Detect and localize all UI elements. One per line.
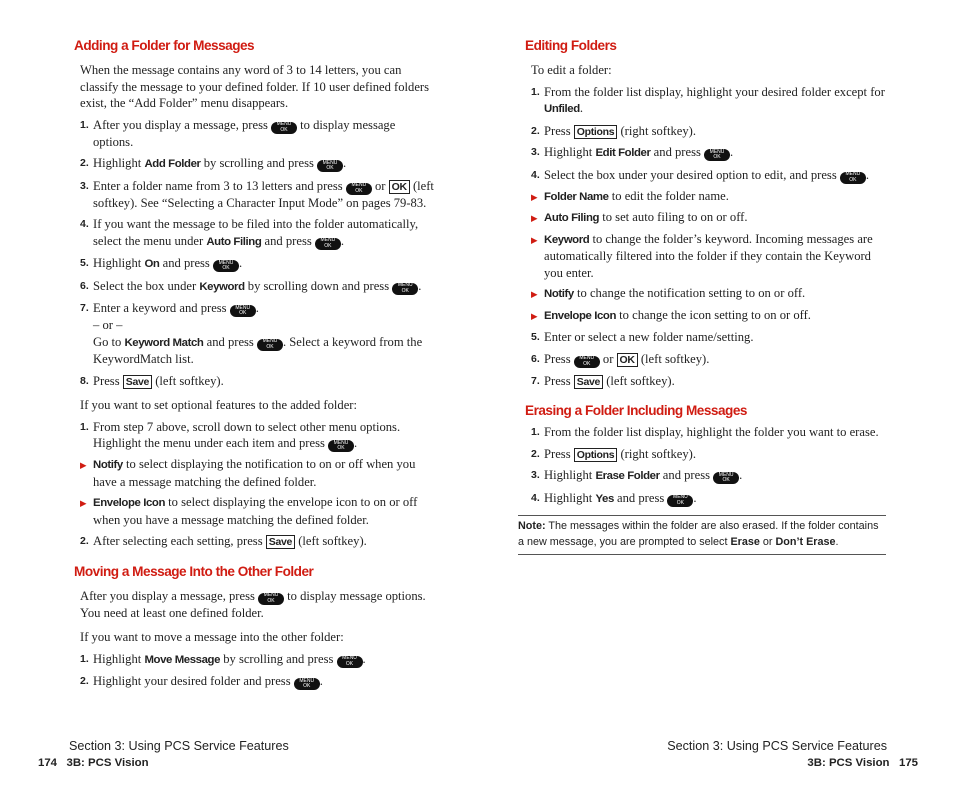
step-item: 1. After you display a message, press MENU OK to display message options. bbox=[80, 117, 396, 149]
step-item: 2. Press Options (right softkey). bbox=[531, 123, 697, 138]
menu-ok-key-icon: MENU OK bbox=[294, 678, 320, 690]
paragraph: After you display a message, press MENU OK to display message options. You need at least one defined folder. bbox=[80, 588, 426, 620]
options-softkey-label: Options bbox=[574, 125, 618, 139]
triangle-bullet-icon: ▶ bbox=[531, 310, 538, 321]
menu-ok-key-icon: MENU OK bbox=[315, 238, 341, 250]
step-item: 2. Highlight your desired folder and press MENU OK . bbox=[80, 674, 323, 689]
menu-ok-key-icon: MENU OK bbox=[574, 356, 600, 368]
footer-section-right: Section 3: Using PCS Service Features bbox=[667, 739, 887, 753]
triangle-bullet-icon: ▶ bbox=[531, 234, 538, 245]
menu-ok-key-icon: MENU OK bbox=[667, 495, 693, 507]
step-item: 1. Highlight Move Message by scrolling and press MENU OK . bbox=[80, 651, 366, 667]
step-item: 2. After selecting each setting, press Save (left softkey). bbox=[80, 534, 367, 548]
step-item: 1. From the folder list display, highlight the folder you want to erase. bbox=[531, 425, 879, 439]
menu-ok-key-icon: MENU OK bbox=[704, 149, 730, 161]
step-item: 7. Press Save (left softkey). bbox=[531, 373, 675, 388]
heading-editing-folders: Editing Folders bbox=[525, 38, 617, 53]
step-item: 8. Press Save (left softkey). bbox=[80, 373, 224, 388]
paragraph: When the message contains any word of 3 to 14 letters, you can classify the message to your defined folder. If 10 user defined folders exist, the “Add Folder” menu disappears. bbox=[80, 63, 430, 110]
menu-ok-key-icon: MENU OK bbox=[317, 160, 343, 172]
triangle-bullet-icon: ▶ bbox=[531, 213, 538, 223]
step-item: 5. Highlight On and press MENU OK . bbox=[80, 256, 243, 271]
bullet-item: ▶ Envelope Icon to select displaying the envelope icon to on or off when you have a message matching the defined folder. bbox=[80, 495, 418, 527]
bullet-item: ▶ Keyword to change the folder’s keyword. Incoming messages are automatically filtered into the folder if they contain the Keyword you enter. bbox=[531, 231, 873, 280]
heading-moving-message: Moving a Message Into the Other Folder bbox=[74, 563, 314, 579]
step-item: 3. Highlight Erase Folder and press MENU OK . bbox=[531, 468, 743, 483]
ok-softkey-label: OK bbox=[617, 353, 638, 367]
triangle-bullet-icon: ▶ bbox=[531, 289, 538, 299]
save-softkey-label: Save bbox=[574, 375, 603, 389]
triangle-bullet-icon: ▶ bbox=[80, 460, 87, 470]
paragraph: If you want to move a message into the other folder: bbox=[80, 630, 344, 644]
bullet-item: ▶ Folder Name to edit the folder name. bbox=[531, 188, 887, 206]
step-item: 3. Enter a folder name from 3 to 13 letters and press MENU OK or OK (left softkey). See “Selecting a Character Input Mode” on pages 79-83. bbox=[80, 178, 434, 210]
bullet-item: ▶ Envelope Icon to change the icon setting to on or off. bbox=[531, 307, 887, 325]
step-item: 4. Highlight Yes and press MENU OK . bbox=[531, 490, 697, 506]
menu-ok-key-icon: MENU OK bbox=[258, 593, 284, 605]
step-item: 3. Highlight Edit Folder and press MENU OK . bbox=[531, 145, 734, 160]
menu-ok-key-icon: MENU OK bbox=[346, 183, 372, 195]
step-item: 2. Highlight Add Folder by scrolling and press MENU OK . bbox=[80, 156, 347, 171]
menu-ok-key-icon: MENU OK bbox=[713, 472, 739, 484]
menu-ok-key-icon: MENU OK bbox=[257, 339, 283, 351]
paragraph: If you want to set optional features to the added folder: bbox=[80, 398, 357, 412]
menu-ok-key-icon: MENU OK bbox=[328, 440, 354, 452]
menu-ok-key-icon: MENU OK bbox=[230, 305, 256, 317]
step-item: 6. Select the box under Keyword by scrolling down and press MENU OK . bbox=[80, 278, 422, 294]
step-item: 7. Enter a keyword and press MENU OK . – or – Go to Keyword Match and press MENU OK . Select a keyword from the KeywordMatch list. bbox=[80, 301, 423, 366]
left-page-column bbox=[74, 38, 434, 690]
triangle-bullet-icon: ▶ bbox=[80, 498, 87, 508]
step-item: 4. Select the box under your desired option to edit, and press MENU OK . bbox=[531, 167, 870, 183]
menu-ok-key-icon: MENU OK bbox=[840, 172, 866, 184]
right-page-column bbox=[518, 38, 887, 555]
save-softkey-label: Save bbox=[123, 375, 152, 389]
bullet-item: ▶ Auto Filing to set auto filing to on or off. bbox=[531, 209, 887, 227]
options-softkey-label: Options bbox=[574, 448, 618, 462]
menu-ok-key-icon: MENU OK bbox=[337, 656, 363, 668]
menu-ok-key-icon: MENU OK bbox=[392, 283, 418, 295]
ok-softkey-label: OK bbox=[389, 180, 410, 194]
step-item: 1. From the folder list display, highlight your desired folder except for Unfiled. bbox=[531, 84, 885, 115]
footer-page-left: 174 3B: PCS Vision bbox=[38, 757, 149, 769]
footer-section-left: Section 3: Using PCS Service Features bbox=[69, 739, 289, 753]
bullet-item: ▶ Notify to select displaying the notification to on or off when you have a message matching the defined folder. bbox=[80, 457, 416, 489]
step-item: 4. If you want the message to be filed into the folder automatically, select the menu under Auto Filing and press MENU OK . bbox=[80, 217, 419, 249]
step-item: 6. Press MENU OK or OK (left softkey). bbox=[531, 351, 710, 367]
heading-adding-folder: Adding a Folder for Messages bbox=[74, 38, 255, 53]
menu-ok-key-icon: MENU OK bbox=[271, 122, 297, 134]
note-box: Note: The messages within the folder are also erased. If the folder contains a new message, you are prompted to select Erase or Don’t Erase. bbox=[518, 515, 886, 555]
step-item: 2. Press Options (right softkey). bbox=[531, 446, 697, 461]
bullet-item: ▶ Notify to change the notification setting to on or off. bbox=[531, 285, 887, 303]
footer-page-right: 3B: PCS Vision 175 bbox=[807, 757, 918, 769]
heading-erasing-folder: Erasing a Folder Including Messages bbox=[525, 403, 747, 418]
paragraph: To edit a folder: bbox=[531, 63, 612, 77]
step-item: 5. Enter or select a new folder name/setting. bbox=[531, 330, 754, 344]
step-item: 1. From step 7 above, scroll down to select other menu options. Highlight the menu under each item and press MENU OK . bbox=[80, 419, 401, 451]
triangle-bullet-icon: ▶ bbox=[531, 191, 538, 202]
menu-ok-key-icon: MENU OK bbox=[213, 260, 239, 272]
save-softkey-label: Save bbox=[266, 535, 295, 549]
